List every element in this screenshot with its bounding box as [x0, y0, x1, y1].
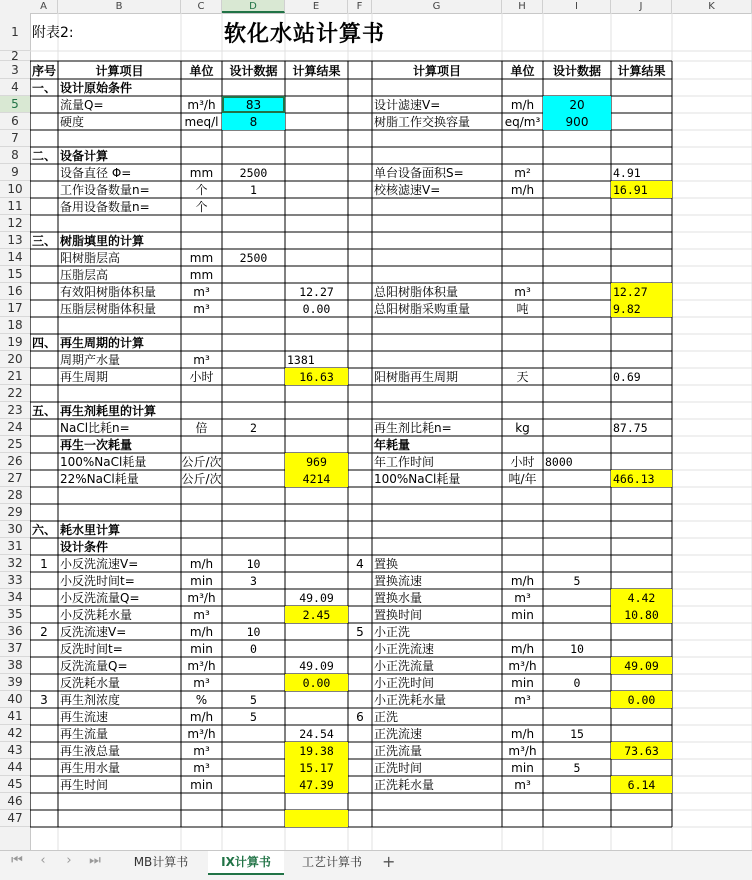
tab-process-sheet[interactable]: 工艺计算书 — [301, 855, 362, 869]
cell-D41[interactable]: 5 — [250, 709, 257, 724]
row-header-29[interactable]: 29 — [0, 504, 30, 521]
section-1-num[interactable]: 一、 — [32, 81, 57, 95]
cell-B35[interactable]: 小反洗耗水量 — [60, 608, 133, 622]
cell-I44[interactable]: 5 — [573, 760, 581, 775]
row-header-32[interactable]: 32 — [0, 555, 30, 572]
row-header-21[interactable]: 21 — [0, 368, 30, 385]
cell-C33[interactable]: min — [190, 573, 213, 588]
row-header-14[interactable]: 14 — [0, 249, 30, 266]
cell-C35[interactable]: m³ — [193, 607, 210, 622]
section-1-title[interactable]: 设计原始条件 — [60, 81, 133, 95]
column-header-h[interactable]: H — [502, 0, 543, 13]
cell-G38[interactable]: 小正洗流量 — [374, 659, 435, 673]
section-5-num[interactable]: 五、 — [32, 404, 57, 418]
row-header-27[interactable]: 27 — [0, 470, 30, 487]
cell-G9[interactable]: 单台设备面积S= — [374, 166, 464, 180]
cell-G34[interactable]: 置换水量 — [374, 591, 423, 605]
cell-H16[interactable]: m³ — [514, 284, 531, 299]
cell-D33[interactable]: 3 — [250, 573, 257, 588]
cell-C43[interactable]: m³ — [193, 743, 210, 758]
row-header-19[interactable]: 19 — [0, 334, 30, 351]
cell-J17[interactable]: 9.82 — [611, 300, 672, 317]
cell-G6[interactable]: 树脂工作交换容量 — [374, 115, 471, 129]
row-header-15[interactable]: 15 — [0, 266, 30, 283]
cell-C41[interactable]: m/h — [189, 709, 214, 724]
cell-B11[interactable]: 备用设备数量n= — [60, 200, 150, 214]
cell-H6[interactable]: eq/m³ — [504, 114, 541, 129]
header-unit[interactable]: 单位 — [189, 63, 214, 78]
header-result[interactable]: 计算结果 — [292, 63, 341, 78]
cell-C9[interactable]: mm — [189, 165, 214, 180]
row-header-40[interactable]: 40 — [0, 691, 30, 708]
cell-H33[interactable]: m/h — [510, 573, 535, 588]
prev-sheet-button[interactable]: ‹ — [40, 853, 46, 868]
row-header-37[interactable]: 37 — [0, 640, 30, 657]
cell-H39[interactable]: min — [511, 675, 534, 690]
row-header-17[interactable]: 17 — [0, 300, 30, 317]
cell-H24[interactable]: kg — [515, 420, 530, 435]
row-header-5[interactable]: 5 — [0, 96, 30, 113]
cell-C6[interactable]: meq/l — [184, 114, 219, 129]
column-header-d[interactable]: D — [222, 0, 285, 13]
row-header-42[interactable]: 42 — [0, 725, 30, 742]
cell-G24[interactable]: 再生剂比耗n= — [374, 421, 452, 435]
cell-G26[interactable]: 年工作时间 — [374, 455, 435, 469]
cell-E47[interactable] — [285, 810, 348, 827]
cell-J16[interactable]: 12.27 — [611, 283, 672, 300]
cell-E17[interactable]: 0.00 — [302, 301, 331, 316]
cell-E38[interactable]: 49.09 — [299, 658, 334, 673]
row-header-47[interactable]: 47 — [0, 810, 30, 827]
cell-C5[interactable]: m³/h — [187, 97, 216, 112]
cell-J45[interactable]: 6.14 — [611, 776, 672, 793]
row-header-28[interactable]: 28 — [0, 487, 30, 504]
cell-B41[interactable]: 再生流速 — [60, 710, 109, 724]
cell-G42[interactable]: 正洗流速 — [374, 727, 423, 741]
cell-H5[interactable]: m/h — [510, 97, 535, 112]
cell-I42[interactable]: 15 — [570, 726, 584, 741]
cell-G39[interactable]: 小正洗时间 — [374, 676, 435, 690]
section-4-num[interactable]: 四、 — [32, 336, 57, 350]
row-headers — [0, 13, 31, 850]
last-sheet-button[interactable]: ⏭ — [89, 853, 101, 868]
page-title[interactable]: 软化水站计算书 — [224, 21, 386, 47]
cell-G40[interactable]: 小正洗耗水量 — [374, 693, 447, 707]
cell-B14[interactable]: 阳树脂层高 — [60, 251, 121, 265]
cell-J10[interactable]: 16.91 — [611, 181, 672, 198]
header-result-2[interactable]: 计算结果 — [617, 63, 666, 78]
cell-J35[interactable]: 10.80 — [611, 606, 672, 623]
column-header-b[interactable]: B — [58, 0, 181, 13]
cell-D24[interactable]: 2 — [250, 420, 257, 435]
cell-D40[interactable]: 5 — [250, 692, 257, 707]
cell-G43[interactable]: 正洗流量 — [374, 744, 423, 758]
row-header-41[interactable]: 41 — [0, 708, 30, 725]
cell-A32[interactable]: 1 — [40, 556, 48, 571]
cell-G16[interactable]: 总阳树脂体积量 — [374, 285, 459, 299]
cell-B5[interactable]: 流量Q= — [60, 98, 104, 112]
section-3-title[interactable]: 树脂填里的计算 — [60, 234, 145, 248]
cell-H45[interactable]: m³ — [514, 777, 531, 792]
row-header-26[interactable]: 26 — [0, 453, 30, 470]
cell-J43[interactable]: 73.63 — [611, 742, 672, 759]
sheet-tab-bar — [0, 850, 752, 880]
cell-B17[interactable]: 压脂层树脂体积量 — [60, 302, 157, 316]
column-header-g[interactable]: G — [372, 0, 502, 13]
cell-G17[interactable]: 总阳树脂采购重量 — [374, 302, 471, 316]
cell-H43[interactable]: m³/h — [508, 743, 537, 758]
row-header-46[interactable]: 46 — [0, 793, 30, 810]
section-2-num[interactable]: 二、 — [32, 149, 57, 163]
first-sheet-button[interactable]: ⏮ — [11, 853, 23, 868]
row-header-43[interactable]: 43 — [0, 742, 30, 759]
row-header-25[interactable]: 25 — [0, 436, 30, 453]
cell-J38[interactable]: 49.09 — [611, 657, 672, 674]
cell-C14[interactable]: mm — [189, 250, 214, 265]
cell-F36[interactable]: 5 — [356, 624, 364, 639]
row-header-30[interactable]: 30 — [0, 521, 30, 538]
header-unit-2[interactable]: 单位 — [510, 63, 535, 78]
cell-J27[interactable]: 466.13 — [611, 470, 672, 487]
cell-C42[interactable]: m³/h — [187, 726, 216, 741]
header-item[interactable]: 计算项目 — [95, 63, 144, 78]
cell-G27[interactable]: 100%NaCl耗量 — [374, 472, 461, 486]
cell-G35[interactable]: 置换时间 — [374, 608, 423, 622]
section-6-title[interactable]: 耗水里计算 — [60, 523, 121, 537]
cell-J24[interactable]: 87.75 — [613, 420, 648, 435]
cell-C26[interactable]: 公斤/次 — [181, 455, 222, 469]
add-sheet-button[interactable]: + — [382, 852, 396, 871]
section-4-title[interactable]: 再生周期的计算 — [60, 336, 145, 350]
cell-grid[interactable] — [30, 13, 752, 850]
cell-B27[interactable]: 22%NaCl耗量 — [60, 472, 139, 486]
cell-B21[interactable]: 再生周期 — [60, 370, 109, 384]
cell-B39[interactable]: 反洗耗水量 — [60, 676, 121, 690]
cell-B42[interactable]: 再生流量 — [60, 727, 109, 741]
cell-D6[interactable]: 8 — [222, 113, 285, 130]
cell-H9[interactable]: m² — [514, 165, 531, 180]
row-header-31[interactable]: 31 — [0, 538, 30, 555]
cell-G37[interactable]: 小正洗流速 — [374, 642, 435, 656]
cell-B20[interactable]: 周期产水量 — [60, 353, 121, 367]
cell-D9[interactable]: 2500 — [239, 165, 268, 180]
row-header-6[interactable]: 6 — [0, 113, 30, 130]
cell-G33[interactable]: 置换流速 — [374, 574, 423, 588]
cell-B36[interactable]: 反洗流速V= — [60, 625, 127, 639]
row-header-11[interactable]: 11 — [0, 198, 30, 215]
column-header-c[interactable]: C — [181, 0, 222, 13]
cell-J9[interactable]: 4.91 — [613, 165, 641, 180]
row-header-18[interactable]: 18 — [0, 317, 30, 334]
row-header-1[interactable]: 1 — [0, 13, 30, 51]
tab-mb-sheet[interactable]: MB计算书 — [133, 855, 189, 869]
cell-H38[interactable]: m³/h — [508, 658, 537, 673]
cell-E39[interactable]: 0.00 — [285, 674, 348, 691]
cell-G5[interactable]: 设计滤速V= — [374, 98, 441, 112]
row-header-34[interactable]: 34 — [0, 589, 30, 606]
section-2-title[interactable]: 设备计算 — [60, 149, 109, 163]
cell-H35[interactable]: min — [511, 607, 534, 622]
selected-cell-D5[interactable]: 83 — [222, 96, 285, 113]
cell-D10[interactable]: 1 — [250, 182, 257, 197]
cell-H44[interactable]: min — [511, 760, 534, 775]
cell-C16[interactable]: m³ — [193, 284, 210, 299]
row-header-24[interactable]: 24 — [0, 419, 30, 436]
header-item-2[interactable]: 计算项目 — [412, 63, 461, 78]
cell-G41[interactable]: 正洗 — [374, 710, 399, 724]
cell-C32[interactable]: m/h — [189, 556, 214, 571]
section-6-num[interactable]: 六、 — [32, 523, 57, 537]
cell-A36[interactable]: 2 — [40, 624, 48, 639]
cell-B43[interactable]: 再生液总量 — [60, 744, 121, 758]
cell-B40[interactable]: 再生剂浓度 — [60, 693, 121, 707]
cell-E20[interactable]: 1381 — [287, 352, 315, 367]
cell-J40[interactable]: 0.00 — [611, 691, 672, 708]
cell-C44[interactable]: m³ — [193, 760, 210, 775]
cell-I39[interactable]: 0 — [573, 675, 581, 690]
row-header-7[interactable]: 7 — [0, 130, 30, 147]
cell-J34[interactable]: 4.42 — [611, 589, 672, 606]
cell-E21[interactable]: 16.63 — [285, 368, 348, 385]
next-sheet-button[interactable]: › — [66, 853, 72, 868]
cell-B26[interactable]: 100%NaCl耗量 — [60, 455, 147, 469]
row-header-38[interactable]: 38 — [0, 657, 30, 674]
row-header-33[interactable]: 33 — [0, 572, 30, 589]
cell-C21[interactable]: 小时 — [189, 370, 214, 384]
cell-H21[interactable]: 天 — [516, 370, 529, 384]
cell-C20[interactable]: m³ — [193, 352, 210, 367]
cell-E16[interactable]: 12.27 — [299, 284, 334, 299]
cell-D36[interactable]: 10 — [246, 624, 261, 639]
attachment-label[interactable]: 附表2: — [32, 25, 74, 41]
row-header-3[interactable]: 3 — [0, 61, 30, 79]
row-header-36[interactable]: 36 — [0, 623, 30, 640]
once-usage-title[interactable]: 再生一次耗量 — [60, 438, 133, 452]
cell-H34[interactable]: m³ — [514, 590, 531, 605]
cell-B16[interactable]: 有效阳树脂体积量 — [60, 285, 157, 299]
row-header-22[interactable]: 22 — [0, 385, 30, 402]
cell-C10[interactable]: 个 — [195, 183, 208, 197]
cell-B44[interactable]: 再生用水量 — [60, 761, 121, 775]
cell-D14[interactable]: 2500 — [239, 250, 268, 265]
cell-D32[interactable]: 10 — [246, 556, 261, 571]
cell-C34[interactable]: m³/h — [187, 590, 216, 605]
cell-B34[interactable]: 小反洗流量Q= — [60, 591, 140, 605]
row-header-4[interactable]: 4 — [0, 79, 30, 96]
column-header-f[interactable]: F — [348, 0, 372, 13]
row-header-16[interactable]: 16 — [0, 283, 30, 300]
cell-B37[interactable]: 反洗时间t= — [60, 642, 123, 656]
row-header-44[interactable]: 44 — [0, 759, 30, 776]
yearly-usage-title[interactable]: 年耗量 — [374, 438, 411, 452]
cell-B10[interactable]: 工作设备数量n= — [60, 183, 150, 197]
cell-I33[interactable]: 5 — [573, 573, 581, 588]
cell-E26[interactable]: 969 — [285, 453, 348, 470]
cell-E42[interactable]: 24.54 — [299, 726, 334, 741]
cell-H40[interactable]: m³ — [514, 692, 531, 707]
column-headers — [0, 0, 752, 14]
cell-I5[interactable]: 20 — [543, 96, 611, 113]
column-header-i[interactable]: I — [543, 0, 611, 13]
cell-B33[interactable]: 小反洗时间t= — [60, 574, 135, 588]
row-header-20[interactable]: 20 — [0, 351, 30, 368]
cell-E35[interactable]: 2.45 — [285, 606, 348, 623]
cell-G21[interactable]: 阳树脂再生周期 — [374, 370, 459, 384]
cell-C39[interactable]: m³ — [193, 675, 210, 690]
cell-C37[interactable]: min — [190, 641, 213, 656]
section-3-num[interactable]: 三、 — [32, 234, 57, 248]
row-header-35[interactable]: 35 — [0, 606, 30, 623]
cell-C17[interactable]: m³ — [193, 301, 210, 316]
cell-B6[interactable]: 硬度 — [60, 115, 85, 129]
cell-E34[interactable]: 49.09 — [299, 590, 334, 605]
cell-H17[interactable]: 吨 — [516, 302, 529, 316]
cell-B24[interactable]: NaCl比耗n= — [60, 421, 130, 435]
header-design[interactable]: 设计数据 — [229, 63, 278, 78]
cell-C11[interactable]: 个 — [195, 200, 208, 214]
cell-H26[interactable]: 小时 — [510, 455, 535, 469]
cell-E45[interactable]: 47.39 — [285, 776, 348, 793]
cell-G45[interactable]: 正洗耗水量 — [374, 778, 435, 792]
row-header-13[interactable]: 13 — [0, 232, 30, 249]
row-header-12[interactable]: 12 — [0, 215, 30, 232]
cell-B9[interactable]: 设备直径 Φ= — [60, 166, 132, 180]
cell-H42[interactable]: m/h — [510, 726, 535, 741]
cell-H27[interactable]: 吨/年 — [508, 472, 537, 486]
header-design-2[interactable]: 设计数据 — [552, 63, 601, 78]
row-header-10[interactable]: 10 — [0, 181, 30, 198]
cell-E44[interactable]: 15.17 — [285, 759, 348, 776]
cell-I6[interactable]: 900 — [543, 113, 611, 130]
cell-F41[interactable]: 6 — [356, 709, 364, 724]
cell-H10[interactable]: m/h — [510, 182, 535, 197]
cell-E43[interactable]: 19.38 — [285, 742, 348, 759]
cell-C24[interactable]: 倍 — [195, 421, 208, 435]
cell-G32[interactable]: 置换 — [374, 557, 399, 571]
column-header-k[interactable]: K — [672, 0, 752, 13]
row-header-2[interactable]: 2 — [0, 51, 30, 61]
conditions-title[interactable]: 设计条件 — [60, 540, 109, 554]
row-header-45[interactable]: 45 — [0, 776, 30, 793]
column-header-e[interactable]: E — [285, 0, 348, 13]
cell-B15[interactable]: 压脂层高 — [60, 268, 109, 282]
cell-B45[interactable]: 再生时间 — [60, 778, 109, 792]
cell-H37[interactable]: m/h — [510, 641, 535, 656]
cell-J21[interactable]: 0.69 — [613, 369, 641, 384]
cell-I26[interactable]: 8000 — [545, 454, 573, 469]
cell-E27[interactable]: 4214 — [285, 470, 348, 487]
cell-G10[interactable]: 校核滤速V= — [374, 183, 441, 197]
cell-C36[interactable]: m/h — [189, 624, 214, 639]
row-header-8[interactable]: 8 — [0, 147, 30, 164]
row-header-23[interactable]: 23 — [0, 402, 30, 419]
cell-B38[interactable]: 反洗流量Q= — [60, 659, 128, 673]
header-seq[interactable]: 序号 — [32, 63, 57, 78]
cell-C40[interactable]: % — [195, 692, 208, 707]
cell-C38[interactable]: m³/h — [187, 658, 216, 673]
cell-C27[interactable]: 公斤/次 — [181, 472, 222, 486]
column-header-j[interactable]: J — [611, 0, 672, 13]
row-header-9[interactable]: 9 — [0, 164, 30, 181]
cell-F32[interactable]: 4 — [356, 556, 364, 571]
cell-B32[interactable]: 小反洗流速V= — [60, 557, 139, 571]
cell-C45[interactable]: min — [190, 777, 213, 792]
section-5-title[interactable]: 再生剂耗里的计算 — [60, 404, 157, 418]
cell-I37[interactable]: 10 — [570, 641, 584, 656]
cell-C15[interactable]: mm — [189, 267, 214, 282]
column-header-a[interactable]: A — [30, 0, 58, 13]
row-header-39[interactable]: 39 — [0, 674, 30, 691]
tab-ix-sheet[interactable]: IX计算书 — [208, 851, 284, 875]
cell-D37[interactable]: 0 — [250, 641, 257, 656]
cell-G44[interactable]: 正洗时间 — [374, 761, 423, 775]
cell-A40[interactable]: 3 — [40, 692, 48, 707]
cell-G36[interactable]: 小正洗 — [374, 625, 411, 639]
